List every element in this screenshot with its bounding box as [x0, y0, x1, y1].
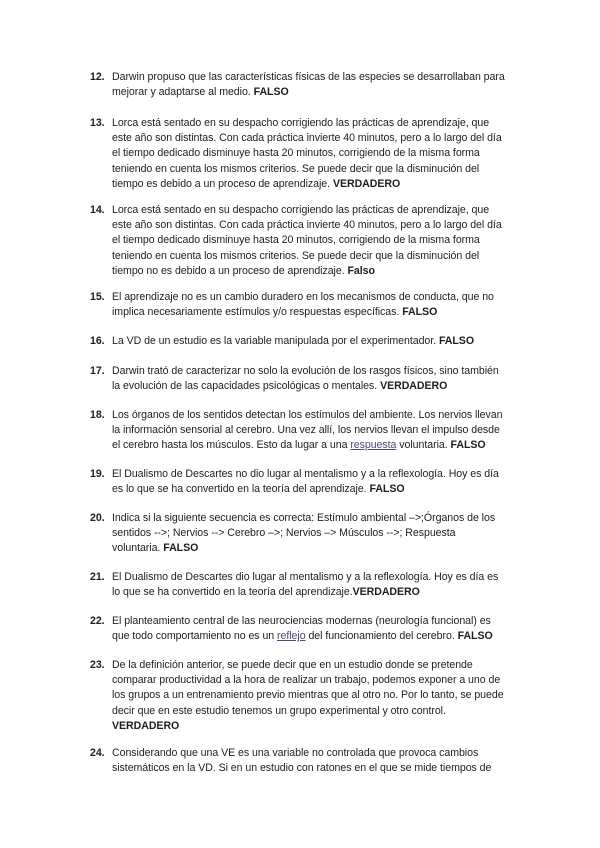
- question-text-line: el cerebro hasta los músculos. Esto da lugar a una: [112, 439, 351, 452]
- answer-label: VERDADERO: [352, 586, 420, 599]
- question-text-line: El Dualismo de Descartes no dio lugar al mentalismo y a la reflexología. Hoy es día: [112, 468, 499, 480]
- question-text-line: tiempo es debido a un proceso de aprendizaje.: [112, 177, 331, 190]
- answer-label: FALSO: [163, 542, 199, 555]
- question-19: [90, 467, 530, 497]
- question-text-line: mejorar y adaptarse al medio.: [112, 86, 251, 99]
- question-13: [90, 116, 530, 192]
- question-number: 14.: [90, 204, 105, 216]
- question-text-line: este año son distintas. Con cada práctica invierte 40 minutos, pero a lo largo del día: [112, 132, 502, 145]
- question-text-line: comparar productividad a la hora de realizar un trabajo, podemos exponer a uno de: [112, 674, 501, 687]
- answer-label: FALSO: [253, 86, 289, 99]
- question-text-line: lo que se ha convertido en la teoría del aprendizaje.: [112, 586, 353, 599]
- question-text-line: este año son distintas. Con cada práctica invierte 40 minutos, pero a lo largo del día: [112, 219, 502, 232]
- question-text-line: La VD de un estudio es la variable manipulada por el experimentador.: [112, 335, 437, 347]
- answer-label: FALSO: [402, 306, 438, 319]
- answer-label: VERDADERO: [112, 719, 180, 732]
- question-text-line: tiempo no es debido a un proceso de aprendizaje.: [112, 264, 345, 277]
- question-22: [90, 614, 530, 644]
- question-text-line: Los órganos de los sentidos detectan los estímulos del ambiente. Los nervios llevan: [112, 409, 503, 421]
- answer-label: FALSO: [369, 483, 405, 496]
- question-text-line: la evolución de las capacidades psicológicas o mentales.: [112, 380, 378, 393]
- question-text-line: Lorca está sentado en su despacho corrigiendo las prácticas de aprendizaje, que: [112, 117, 490, 129]
- question-17: [90, 364, 530, 394]
- question-number: 17.: [90, 365, 105, 377]
- answer-label: VERDADERO: [332, 177, 401, 190]
- respuesta-link[interactable]: respuesta: [350, 439, 397, 452]
- question-number: 19.: [90, 468, 105, 480]
- question-text-line: Darwin trató de caracterizar no solo la evolución de los rasgos físicos, sino también: [112, 365, 499, 377]
- question-20: [90, 511, 530, 557]
- question-number: 24.: [90, 747, 105, 759]
- question-text-line: sentidos -->; Nervios --> Cerebro –>; Nervios –> Músculos -->; Respuesta: [112, 527, 456, 540]
- question-text-line: teniendo en cuenta los mismos criterios. Se puede decir que la disminución del: [112, 249, 480, 262]
- question-text-line: El planteamiento central de las neurociencias modernas (neurología funcional) es: [112, 615, 491, 627]
- question-text-line: voluntaria.: [396, 439, 448, 452]
- question-12: [90, 70, 530, 100]
- question-text-line: decir que en este estudio tenemos un grupo experimental y otro control.: [112, 704, 446, 717]
- question-number: 18.: [90, 409, 105, 421]
- question-number: 16.: [90, 335, 105, 347]
- question-number: 23.: [90, 659, 105, 671]
- question-23: [90, 658, 530, 734]
- question-text-line: Lorca está sentado en su despacho corrigiendo las prácticas de aprendizaje, que: [112, 204, 490, 216]
- question-text-line: voluntaria.: [112, 542, 161, 555]
- question-16: [90, 334, 530, 349]
- question-number: 21.: [90, 571, 105, 583]
- question-text-line: sistemáticos en la VD. Si en un estudio con ratones en el que se mide tiempos de: [112, 762, 492, 775]
- answer-label: FALSO: [457, 630, 493, 643]
- question-text-line: la información sensorial al cerebro. Una vez allí, los nervios llevan el impulso desde: [112, 424, 500, 437]
- question-number: 22.: [90, 615, 105, 627]
- question-number: 13.: [90, 117, 105, 129]
- question-18: [90, 408, 530, 454]
- answer-label: VERDADERO: [380, 380, 448, 393]
- question-text-line: del funcionamiento del cerebro.: [305, 630, 455, 643]
- reflejo-link[interactable]: reflejo: [277, 630, 306, 643]
- question-text-line: es lo que se ha convertido en la teoría del aprendizaje.: [112, 483, 367, 496]
- question-24: [90, 746, 530, 776]
- answer-label: FALSO: [438, 335, 475, 347]
- question-text-line: implica necesariamente estímulos y/o respuestas específicas.: [112, 306, 400, 319]
- answer-label: Falso: [347, 264, 375, 277]
- question-text-line: De la definición anterior, se puede decir que en un estudio donde se pretende: [112, 659, 473, 671]
- question-text-line: El aprendizaje no es un cambio duradero en los mecanismos de conducta, que no: [112, 291, 494, 303]
- question-text-line: que todo comportamiento no es un: [112, 630, 278, 643]
- question-14: [90, 203, 530, 279]
- question-21: [90, 570, 530, 600]
- question-text-line: los grupos a un entrenamiento previo mientras que al otro no. Por lo tanto, se puede: [112, 689, 504, 702]
- question-text-line: El Dualismo de Descartes dio lugar al mentalismo y a la reflexología. Hoy es día es: [112, 571, 499, 583]
- question-text-line: Considerando que una VE es una variable no controlada que provoca cambios: [112, 747, 479, 759]
- answer-label: FALSO: [450, 439, 486, 452]
- question-number: 15.: [90, 291, 105, 303]
- question-number: 12.: [90, 71, 105, 83]
- question-text-line: teniendo en cuenta los mismos criterios. Se puede decir que la disminución del: [112, 162, 480, 175]
- question-15: [90, 290, 530, 320]
- question-text-line: Indica si la siguiente secuencia es correcta: Estímulo ambiental –>;Órganos de los: [112, 512, 496, 524]
- question-number: 20.: [90, 512, 105, 524]
- question-text-line: el tiempo dedicado disminuye hasta 20 minutos, corrigiendo de la misma forma: [112, 234, 480, 247]
- question-text-line: Darwin propuso que las características físicas de las especies se desarrollaban para: [112, 71, 505, 83]
- question-text-line: el tiempo dedicado disminuye hasta 20 minutos, corrigiendo de la misma forma: [112, 147, 480, 160]
